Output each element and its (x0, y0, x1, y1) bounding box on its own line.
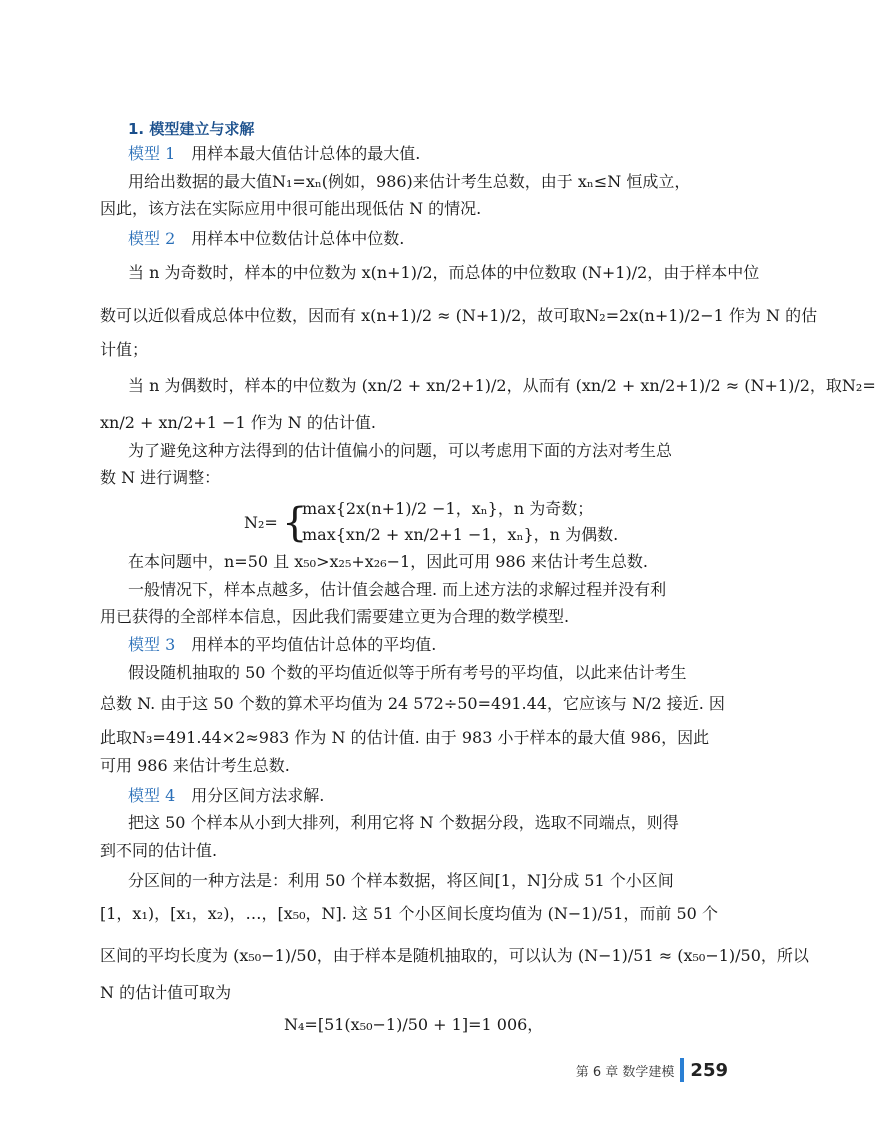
model4-line (128, 785, 700, 807)
p2-line-7: 数 N 进行调整： (100, 468, 221, 487)
p4-line-2: 总数 N. 由于这 50 个数的算术平均值为 24 572÷50=491.44，它应该与 N/2 接近. 因 (100, 694, 725, 713)
model2-line (128, 228, 700, 250)
page-footer (576, 1058, 728, 1082)
model3-title: 用样本的平均值估计总体的平均值. (191, 635, 437, 654)
model1-line (128, 143, 700, 165)
section-heading: 1. 模型建立与求解 (128, 120, 255, 138)
p2-line-5: xn/2 + xn/2+1 −1 作为 N 的估计值. (100, 413, 376, 432)
p4-line-1: 假设随机抽取的 50 个数的平均值近似等于所有考号的平均值，以此来估计考生 (128, 663, 687, 682)
footer-chapter: 第 6 章 数学建模 (575, 1064, 675, 1080)
model4-label: 模型 4 (128, 786, 176, 805)
model2-title: 用样本中位数估计总体中位数. (191, 229, 405, 248)
p3-line-3: 用已获得的全部样本信息，因此我们需要建立更为合理的数学模型. (100, 607, 570, 626)
p4-line-4: 可用 986 来估计考生总数. (100, 756, 290, 775)
page-number: 259 (690, 1059, 728, 1081)
p5-line-4: [1，x₁)，[x₁，x₂)，…，[x₅₀，N]. 这 51 个小区间长度均值为 (N−1)/51，而前 50 个 (100, 904, 718, 923)
piecewise-case-2: max{xn/2 + xn/2+1 −1，xₙ}，n 为偶数. (302, 525, 619, 544)
p3-line-1: 在本问题中，n=50 且 x₅₀>x₂₅+x₂₆−1，因此可用 986 来估计考生总数. (128, 552, 648, 571)
p2-line-3: 计值； (100, 340, 149, 359)
piecewise-case-1: max{2x(n+1)/2 −1，xₙ}，n 为奇数； (302, 499, 594, 518)
model4-title: 用分区间方法求解. (191, 786, 325, 805)
p2-line-2: 数可以近似看成总体中位数，因而有 x(n+1)/2 ≈ (N+1)/2，故可取N₂=2x(n+1)/2−1 作为 N 的估 (100, 306, 818, 325)
p5-line-6: N 的估计值可取为 (100, 983, 232, 1002)
piecewise-lhs: N₂= (244, 513, 278, 532)
footer-accent-bar (680, 1058, 684, 1082)
p3-line-2: 一般情况下，样本点越多，估计值会越合理. 而上述方法的求解过程并没有利 (128, 580, 667, 599)
p2-line-1: 当 n 为奇数时，样本的中位数为 x(n+1)/2，而总体的中位数取 (N+1)/2，由于样本中位 (128, 263, 760, 282)
model1-title: 用样本最大值估计总体的最大值. (191, 144, 421, 163)
p5-line-1: 把这 50 个样本从小到大排列，利用它将 N 个数据分段，选取不同端点，则得 (128, 813, 679, 832)
p5-line-3: 分区间的一种方法是：利用 50 个样本数据，将区间[1，N]分成 51 个小区间 (128, 871, 674, 890)
model3-line (128, 634, 700, 656)
p2-line-6: 为了避免这种方法得到的估计值偏小的问题，可以考虑用下面的方法对考生总 (128, 441, 673, 460)
final-formula: N₄=[51(x₅₀−1)/50 + 1]=1 006， (284, 1015, 544, 1034)
p5-line-2: 到不同的估计值. (100, 841, 218, 860)
model3-label: 模型 3 (128, 635, 176, 654)
p2-line-4: 当 n 为偶数时，样本的中位数为 (xn/2 + xn/2+1)/2，从而有 (xn/2 + xn/2+1)/2 ≈ (N+1)/2，取N₂= (128, 376, 876, 395)
piecewise-brace: { (282, 500, 308, 546)
model1-label: 模型 1 (128, 144, 176, 163)
model2-label: 模型 2 (128, 229, 176, 248)
p1-line-2: 因此，该方法在实际应用中很可能出现低估 N 的情况. (100, 199, 482, 218)
p1-line-1: 用给出数据的最大值N₁=xₙ(例如，986)来估计考生总数，由于 xₙ≤N 恒成立， (128, 172, 691, 191)
p4-line-3: 此取N₃=491.44×2≈983 作为 N 的估计值. 由于 983 小于样本的最大值 986，因此 (100, 728, 710, 747)
p5-line-5: 区间的平均长度为 (x₅₀−1)/50，由于样本是随机抽取的，可以认为 (N−1)/51 ≈ (x₅₀−1)/50，所以 (100, 946, 809, 965)
